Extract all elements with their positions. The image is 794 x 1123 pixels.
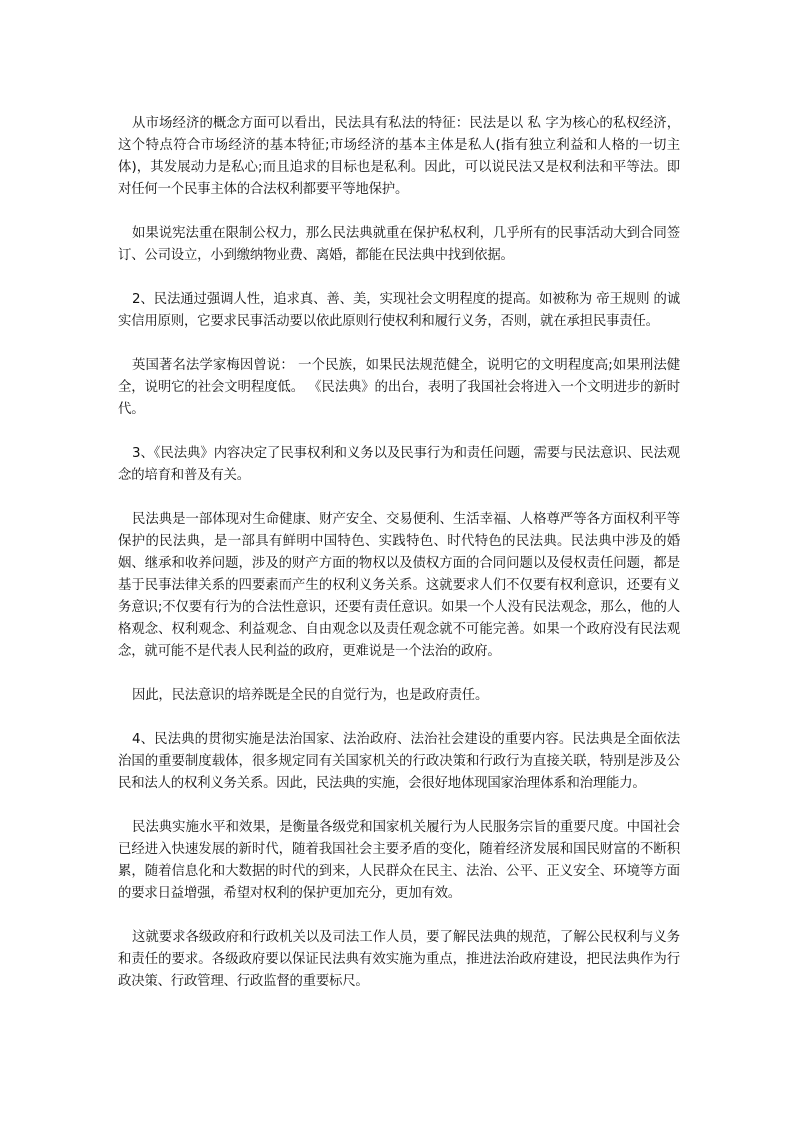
paragraph-market-economy: 从市场经济的概念方面可以看出，民法具有私法的特征：民法是以 私 字为核心的私权经济，这个特点符合市场经济的基本特征;市场经济的基本主体是私人(指有独立利益和人格的一切主体)，其发展动力是私心;而且追求的目标也是私利。因此，可以说民法又是权利法和平等法。即对任何一个民事主体的合法权利都要平等地保护。 xyxy=(118,116,680,197)
paragraph-point-2-humanity: 2、民法通过强调人性，追求真、善、美，实现社会文明程度的提高。如被称为 帝王规则 的诚实信用原则，它要求民事活动要以依此原则行使权利和履行义务，否则，就在承担民事责任。 xyxy=(118,292,680,329)
paragraph-government-responsibility: 因此，民法意识的培养既是全民的自觉行为，也是政府责任。 xyxy=(132,688,489,703)
paragraph-point-3-awareness: 3、《民法典》内容决定了民事权利和义务以及民事行为和责任问题，需要与民法意识、民法观念的培育和普及有关。 xyxy=(118,446,680,483)
paragraph-implementation-effect: 民法典实施水平和效果，是衡量各级党和国家机关履行为人民服务宗旨的重要尺度。中国社会已经进入快速发展的新时代，随着我国社会主要矛盾的变化，随着经济发展和国民财富的不断积累，随着信息化和大数据的时代的到来，人民群众在民主、法治、公平、正义安全、环境等方面的要求日益增强，希望对权利的保护更加充分，更加有效。 xyxy=(118,820,680,901)
paragraph-government-requirements: 这就要求各级政府和行政机关以及司法工作人员，要了解民法典的规范，了解公民权利与义务和责任的要求。各级政府要以保证民法典有效实施为重点，推进法治政府建设，把民法典作为行政决策、行政管理、行政监督的重要标尺。 xyxy=(118,930,680,989)
paragraph-point-4-rule-of-law: 4、民法典的贯彻实施是法治国家、法治政府、法治社会建设的重要内容。民法典是全面依法治国的重要制度载体，很多规定同有关国家机关的行政决策和行政行为直接关联，特别是涉及公民和法人的权利义务关系。因此，民法典的实施，会很好地体现国家治理体系和治理能力。 xyxy=(118,732,680,791)
paragraph-civil-code-rights: 民法典是一部体现对生命健康、财产安全、交易便利、生活幸福、人格尊严等各方面权利平等保护的民法典，是一部具有鲜明中国特色、实践特色、时代特色的民法典。民法典中涉及的婚姻、继承和收养问题，涉及的财产方面的物权以及债权方面的合同问题以及侵权责任问题，都是基于民事法律关系的四要素而产生的权利义务关系。这就要求人们不仅要有权利意识，还要有义务意识;不仅要有行为的合法性意识，还要有责任意识。如果一个人没有民法观念，那么，他的人格观念、权利观念、利益观念、自由观念以及责任观念就不可能完善。如果一个政府没有民法观念，就可能不是代表人民利益的政府，更难说是一个法治的政府。 xyxy=(118,512,680,659)
paragraph-constitution-comparison: 如果说宪法重在限制公权力，那么民法典就重在保护私权利，几乎所有的民事活动大到合同签订、公司设立，小到缴纳物业费、离婚，都能在民法典中找到依据。 xyxy=(118,226,680,263)
paragraph-maine-quote: 英国著名法学家梅因曾说： 一个民族，如果民法规范健全，说明它的文明程度高;如果刑法健全，说明它的社会文明程度低。 《民法典》的出台，表明了我国社会将进入一个文明进步的新时代。 xyxy=(118,358,680,417)
document-body xyxy=(118,113,680,1015)
